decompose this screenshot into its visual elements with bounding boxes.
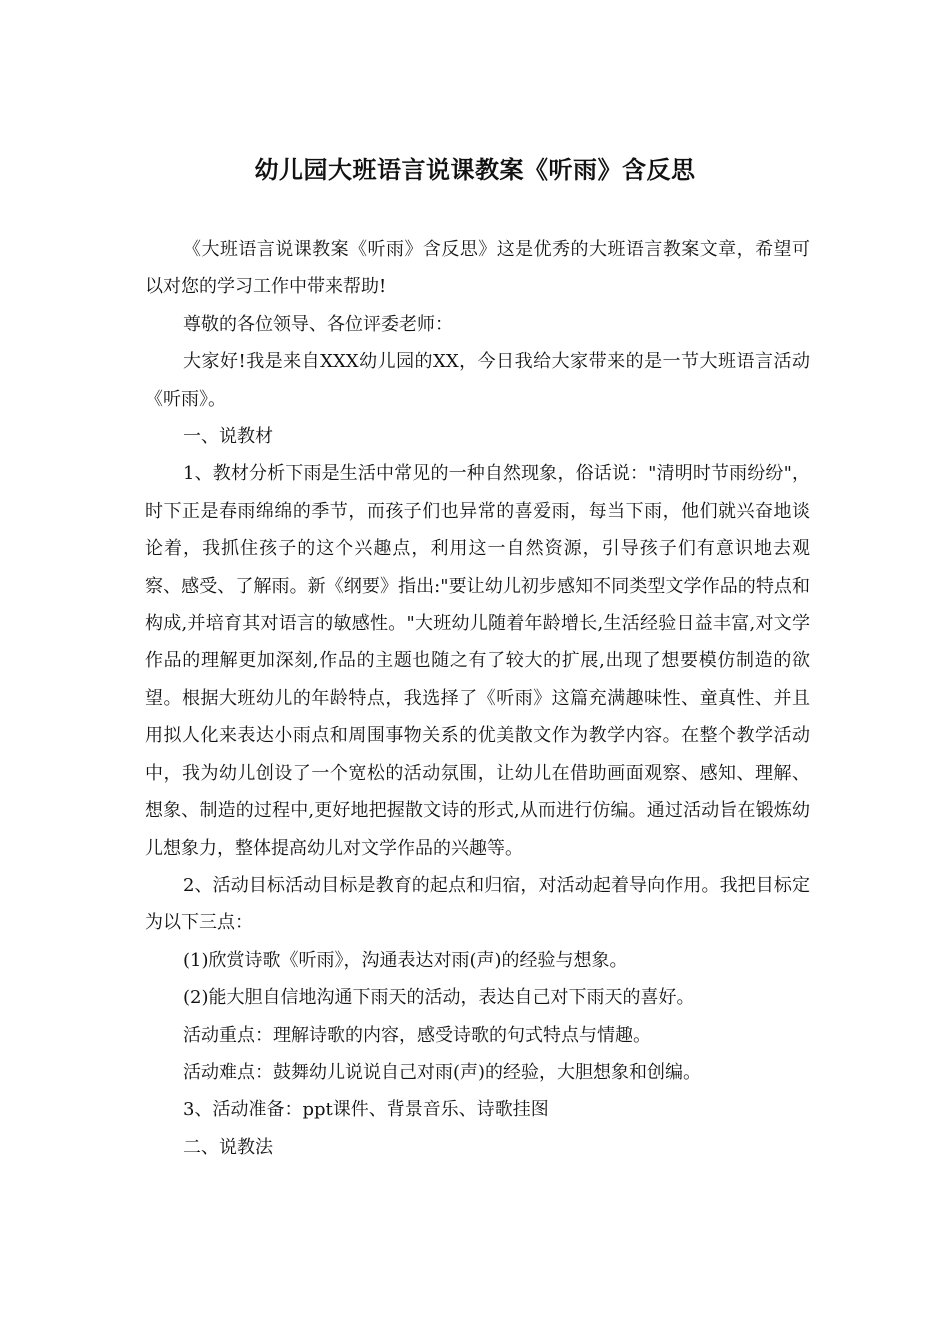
paragraph-key-point: 活动重点：理解诗歌的内容，感受诗歌的句式特点与情趣。 xyxy=(183,1024,651,1046)
document-title: 幼儿园大班语言说课教案《听雨》含反思 xyxy=(254,156,696,184)
paragraph-intro: 《大班语言说课教案《听雨》含反思》这是优秀的大班语言教案文章，希望可以对您的学习工作中带来帮助! xyxy=(145,239,810,298)
paragraph-self-intro: 大家好!我是来自XXX幼儿园的XX，今日我给大家带来的是一节大班语言活动《听雨》。 xyxy=(145,351,810,410)
paragraph-greeting: 尊敬的各位领导、各位评委老师： xyxy=(183,313,453,335)
section-heading-teaching-method: 二、说教法 xyxy=(183,1136,273,1158)
section-heading-teaching-material: 一、说教材 xyxy=(183,426,273,448)
paragraph-preparation: 3、活动准备：ppt课件、背景音乐、诗歌挂图 xyxy=(183,1099,549,1121)
paragraph-difficult-point: 活动难点：鼓舞幼儿说说自己对雨(声)的经验，大胆想象和创编。 xyxy=(183,1061,702,1083)
paragraph-activity-goals: 2、活动目标活动目标是教育的起点和归宿，对活动起着导向作用。我把目标定为以下三点： xyxy=(145,874,810,934)
paragraph-goal-1: (1)欣赏诗歌《听雨》，沟通表达对雨(声)的经验与想象。 xyxy=(183,949,628,971)
paragraph-material-analysis: 1、教材分析下雨是生活中常见的一种自然现象，俗话说："清明时节雨纷纷"，时下正是春雨绵绵的季节，而孩子们也异常的喜爱雨，每当下雨，他们就兴奋地谈论着，我抓住孩子的这个兴趣点，利用这一自然资源，引导孩子们有意识地去观察、感受、了解雨。新《纲要》指出:"要让幼儿初步感知不同类型文学作品的特点和构成,并培育其对语言的敏感性。"大班幼儿随着年龄增长,生活经验日益丰富,对文学作品的理解更加深刻,作品的主题也随之有了较大的扩展,出现了想要模仿制造的欲望。根据大班幼儿的年龄特点，我选择了《听雨》这篇充满趣味性、童真性、并且用拟人化来表达小雨点和周围事物关系的优美散文作为教学内容。在整个教学活动中，我为幼儿创设了一个宽松的活动氛围，让幼儿在借助画面观察、感知、理解、想象、制造的过程中,更好地把握散文诗的形式,从而进行仿编。通过活动旨在锻炼幼儿想象力，整体提高幼儿对文学作品的兴趣等。 xyxy=(145,463,810,859)
paragraph-goal-2: (2)能大胆自信地沟通下雨天的活动，表达自己对下雨天的喜好。 xyxy=(183,987,695,1009)
document-body xyxy=(145,231,810,1166)
